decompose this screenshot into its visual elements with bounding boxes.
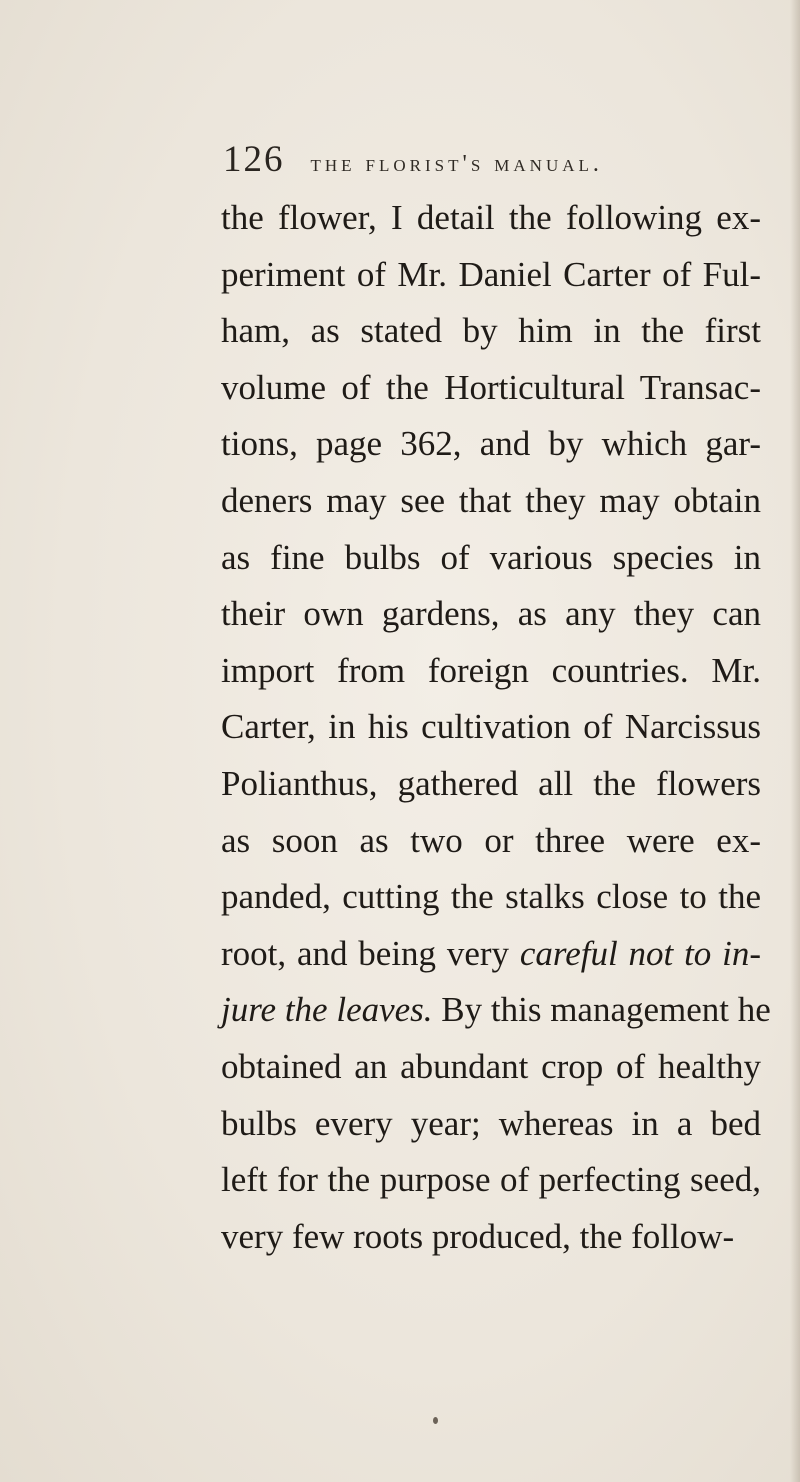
line-text: Carter, in his cultivation of Narcissus [221, 707, 761, 747]
line-text: import from foreign countries. Mr. [221, 650, 761, 690]
line-text: tions, page 362, and by which gar- [221, 424, 761, 464]
line-text: By this management he [432, 990, 771, 1030]
text-line [221, 1096, 761, 1153]
text-line [221, 756, 761, 813]
text-line [221, 473, 761, 530]
line-text: deners may see that they may obtain [221, 480, 761, 520]
text-line [221, 530, 761, 587]
body-paragraph [221, 190, 771, 1265]
line-text: as soon as two or three were ex- [221, 820, 761, 860]
emphasis-text: jure the leaves. [221, 990, 433, 1030]
line-text: very few roots produced, the follow- [221, 1216, 735, 1256]
text-line [221, 247, 761, 304]
line-text: panded, cutting the stalks close to the [221, 877, 761, 917]
emphasis-text: careful not to in- [519, 933, 761, 973]
text-line [221, 699, 761, 756]
text-line [221, 586, 761, 643]
line-text: Polianthus, gathered all the flowers [221, 763, 761, 803]
text-line [221, 869, 761, 926]
line-text: left for the purpose of perfecting seed, [221, 1160, 761, 1200]
page-edge-shadow [790, 0, 800, 1482]
line-text: periment of Mr. Daniel Carter of Ful- [221, 254, 761, 294]
text-line [221, 360, 761, 417]
text-line [221, 982, 771, 1039]
line-text: as fine bulbs of various species in [221, 537, 761, 577]
ink-speck [433, 1417, 438, 1424]
running-head: the florist's manual. [310, 151, 603, 177]
text-line [221, 190, 761, 247]
line-text: volume of the Horticultural Transac- [221, 367, 761, 407]
text-line [221, 1209, 761, 1266]
text-line [221, 643, 761, 700]
line-text: the flower, I detail the following ex- [221, 198, 761, 237]
page-number: 126 [223, 139, 285, 180]
line-text: their own gardens, as any they can [221, 594, 761, 634]
text-line [221, 926, 761, 983]
line-text: bulbs every year; whereas in a bed [221, 1103, 761, 1143]
line-text: ham, as stated by him in the first [221, 311, 761, 351]
text-line [221, 303, 761, 360]
text-line [221, 1152, 761, 1209]
text-line [221, 1039, 761, 1096]
text-line [221, 813, 761, 870]
line-text: obtained an abundant crop of healthy [221, 1046, 761, 1086]
page-header [223, 138, 743, 186]
line-text: root, and being very [221, 933, 520, 973]
text-line [221, 416, 761, 473]
